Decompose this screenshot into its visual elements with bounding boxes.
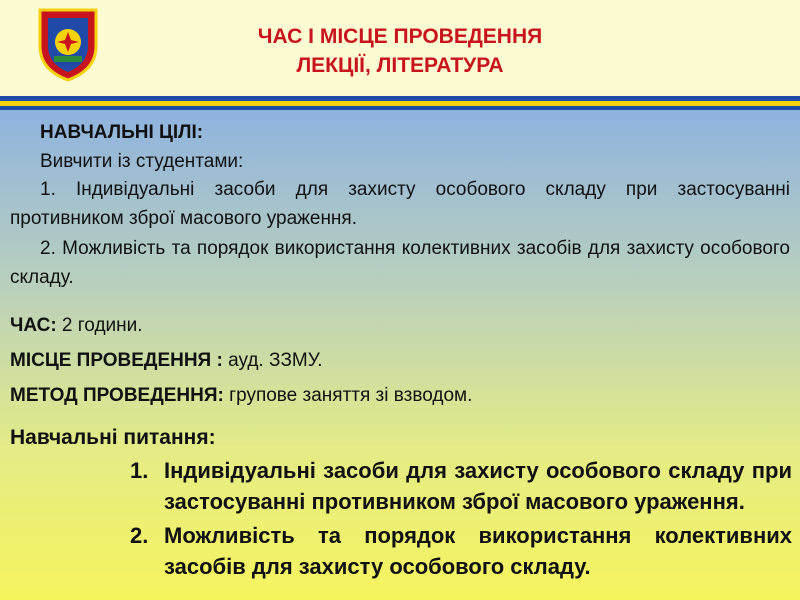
topic-text: Індивідуальні засоби для захисту особового складу при застосуванні противником зброї масового ураження. — [164, 458, 792, 514]
topic-number: 1. — [130, 458, 149, 483]
time-label: ЧАС: — [10, 315, 57, 336]
title-line-2: ЛЕКЦІЇ, ЛІТЕРАТУРА — [296, 54, 504, 77]
place-label: МІСЦЕ ПРОВЕДЕННЯ : — [10, 350, 223, 371]
topic-item-2 — [130, 520, 792, 582]
slide-header — [0, 0, 800, 96]
time-value: 2 години. — [56, 315, 143, 336]
topic-item-1 — [130, 455, 792, 517]
topic-number: 2. — [130, 523, 149, 548]
method-value: групове заняття зі взводом. — [223, 385, 473, 406]
goals-intro: Вивчити із студентами: — [40, 151, 244, 172]
topics-heading: Навчальні питання: — [10, 426, 216, 449]
time-row — [10, 315, 143, 337]
topics-list — [130, 455, 792, 585]
goal-item-1: 1. Індивідуальні засоби для захисту особового складу при застосуванні противником зброї масового ураження. — [10, 179, 790, 229]
place-row — [10, 350, 323, 372]
shield-emblem-icon — [36, 6, 100, 82]
method-label: МЕТОД ПРОВЕДЕННЯ: — [10, 385, 224, 406]
slide-body — [0, 110, 800, 600]
goals-heading: НАВЧАЛЬНІ ЦІЛІ: — [40, 122, 204, 143]
place-value: ауд. ЗЗМУ. — [222, 350, 323, 371]
page-title — [150, 22, 650, 80]
title-line-1: ЧАС І МІСЦЕ ПРОВЕДЕННЯ — [257, 25, 543, 48]
topic-text: Можливість та порядок використання колективних засобів для захисту особового складу. — [164, 523, 792, 579]
goal-item-2: 2. Можливість та порядок використання колективних засобів для захисту особового складу. — [10, 238, 790, 288]
method-row — [10, 385, 472, 407]
